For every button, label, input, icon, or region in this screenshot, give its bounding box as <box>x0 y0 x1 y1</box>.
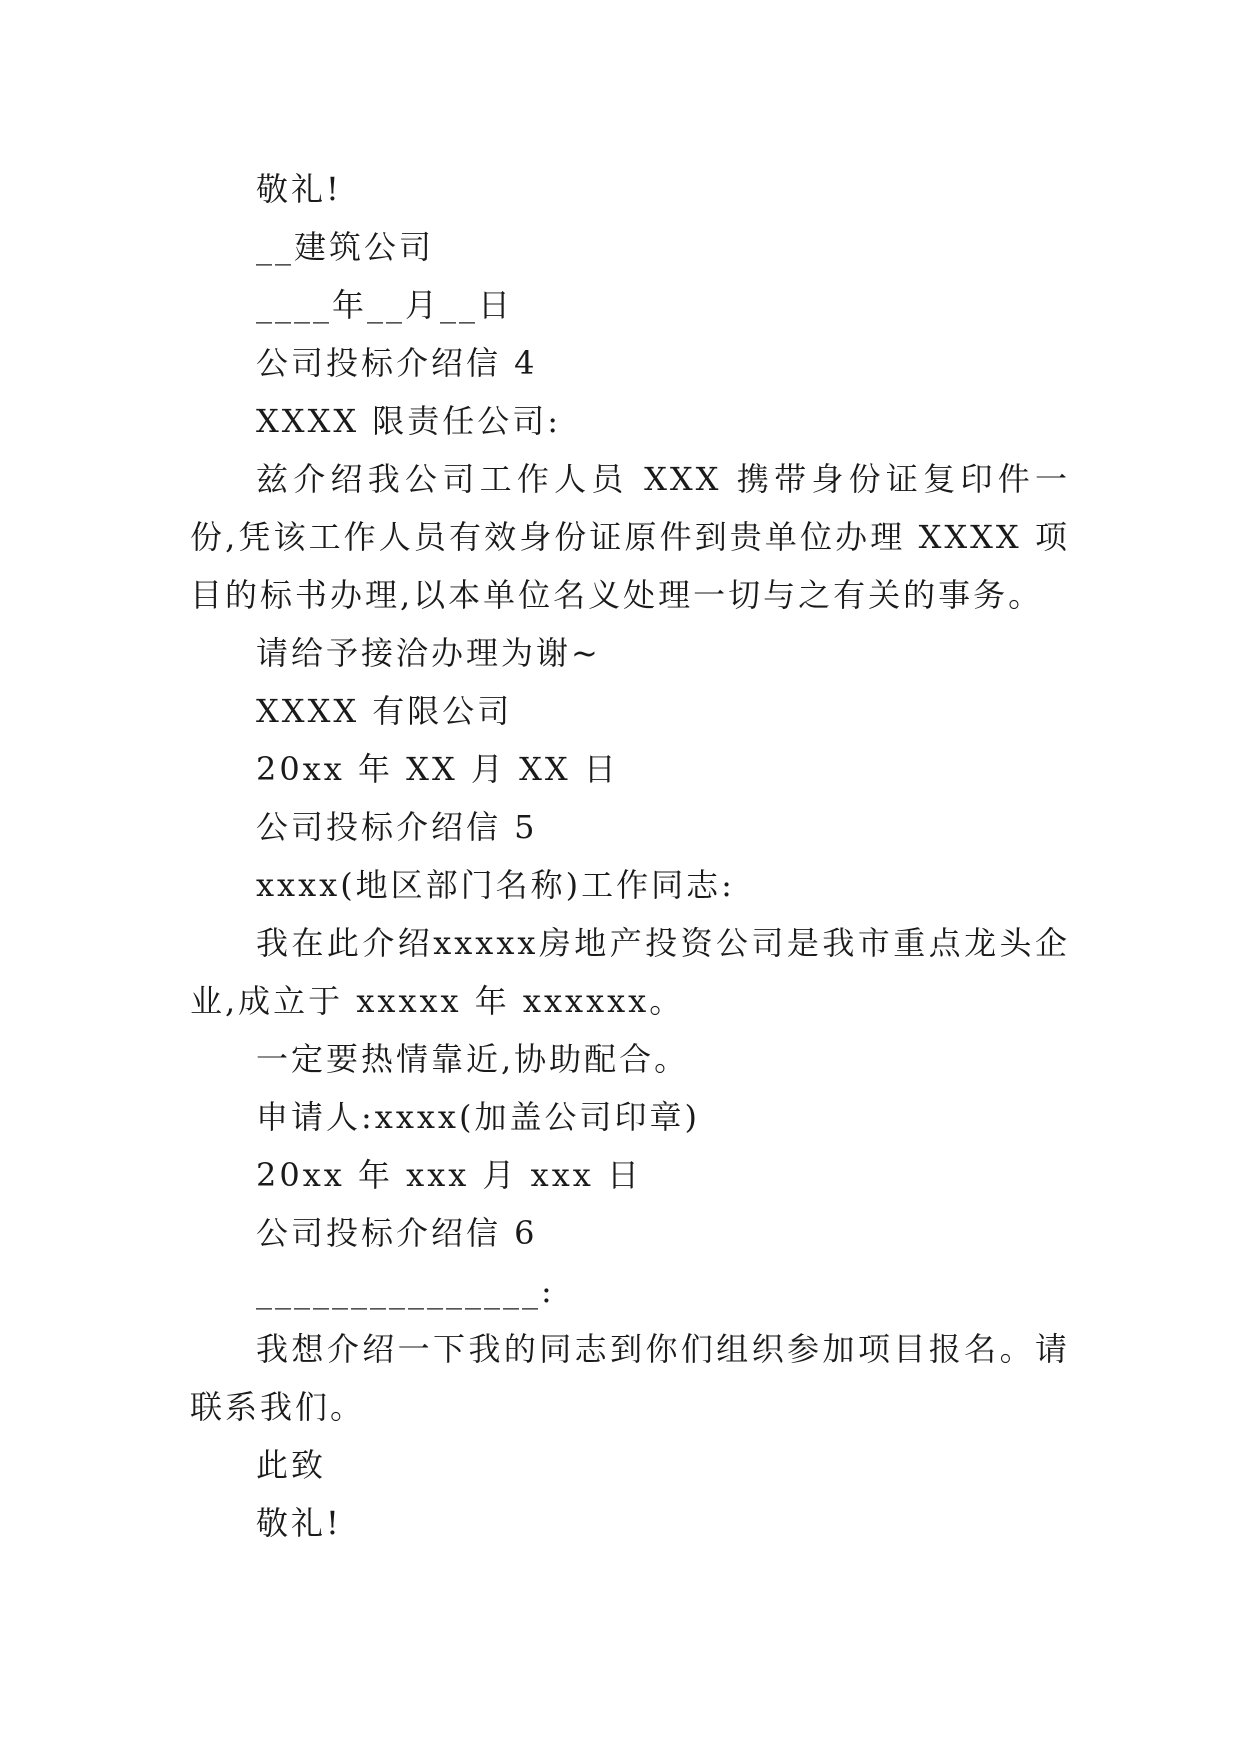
company-signature: __建筑公司 <box>256 228 435 266</box>
letter-title-5: 公司投标介绍信 5 <box>256 808 538 846</box>
letter-title-6: 公司投标介绍信 6 <box>256 1214 538 1252</box>
recipient-line: xxxx(地区部门名称)工作同志: <box>256 866 735 904</box>
body-paragraph: 我在此介绍xxxxx房地产投资公司是我市重点龙头企业,成立于 xxxxx 年 xxxxxx。 <box>190 924 1070 1020</box>
body-paragraph: 我想介绍一下我的同志到你们组织参加项目报名。请联系我们。 <box>190 1330 1070 1426</box>
applicant-line: 申请人:xxxx(加盖公司印章) <box>256 1098 700 1136</box>
date-line: ____年__月__日 <box>256 286 514 324</box>
company-signature: XXXX 有限公司 <box>256 692 513 730</box>
closing-salutation: 敬礼! <box>256 170 342 208</box>
thanks-line: 请给予接洽办理为谢~ <box>256 634 601 672</box>
date-line: 20xx 年 xxx 月 xxx 日 <box>256 1156 642 1194</box>
closing-line: 此致 <box>256 1446 327 1484</box>
recipient-line: _______________: <box>256 1272 555 1310</box>
closing-salutation: 敬礼! <box>256 1504 342 1542</box>
document-body <box>190 160 1070 1552</box>
body-line: 一定要热情靠近,协助配合。 <box>256 1040 690 1078</box>
recipient-line: XXXX 限责任公司: <box>256 402 562 440</box>
letter-title-4: 公司投标介绍信 4 <box>256 344 538 382</box>
date-line: 20xx 年 XX 月 XX 日 <box>256 750 619 788</box>
body-paragraph: 兹介绍我公司工作人员 XXX 携带身份证复印件一份,凭该工作人员有效身份证原件到贵单位办理 XXXX 项目的标书办理,以本单位名义处理一切与之有关的事务。 <box>190 460 1070 614</box>
